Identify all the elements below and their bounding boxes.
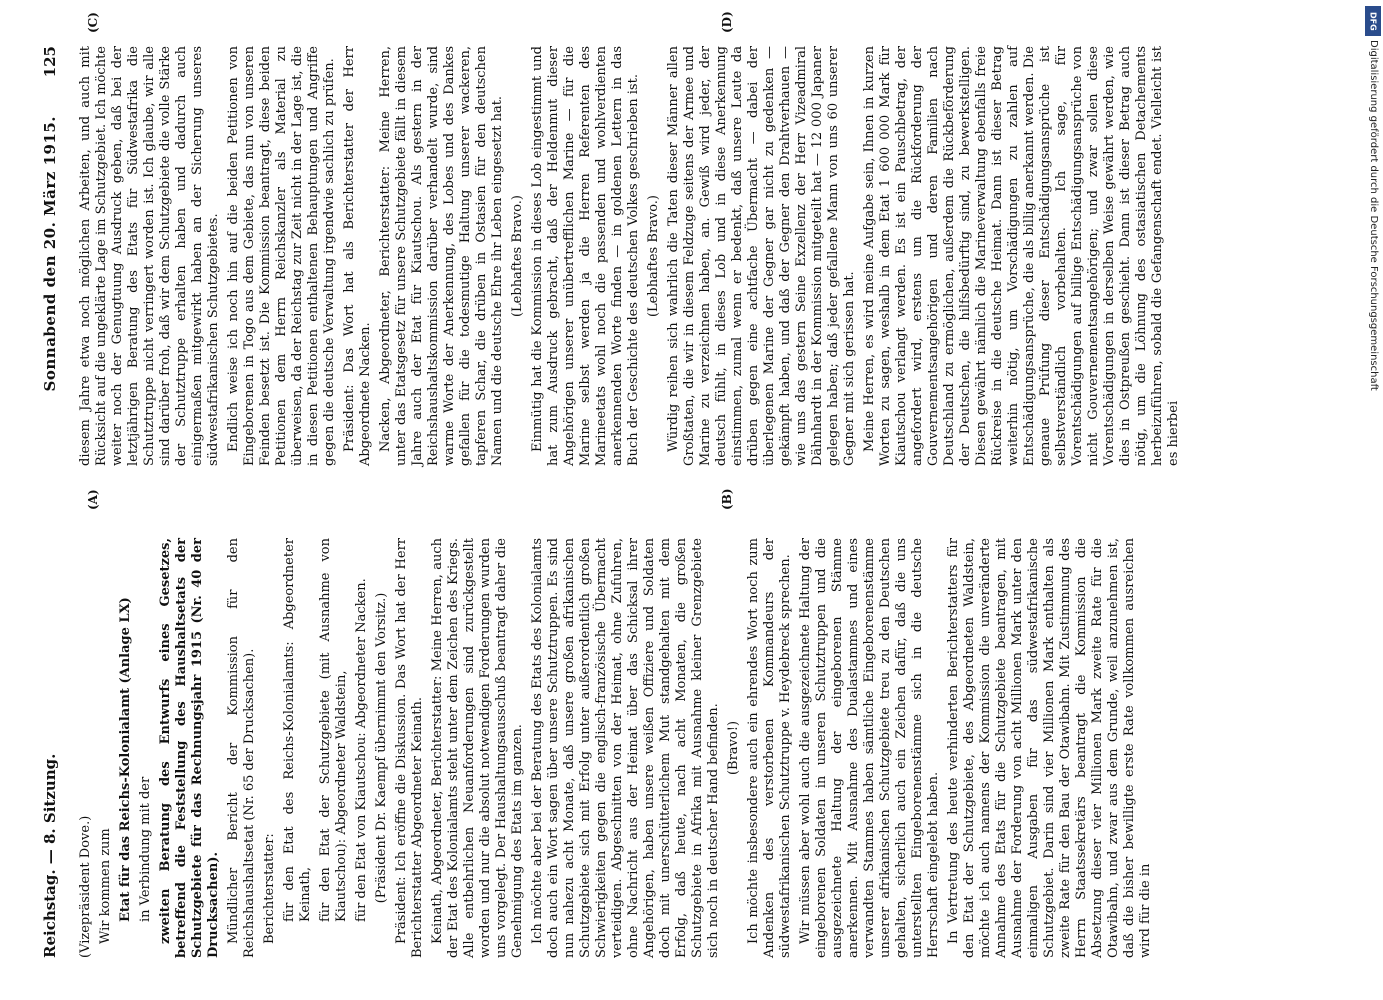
paragraph: Mündlicher Bericht der Kommission für den Reichshaushaltsetat (Nr. 65 der Drucksachen). [226, 538, 257, 958]
right-column [78, 46, 1348, 466]
margin-mark-d: (D) [720, 11, 734, 33]
stage-direction: (Präsident Dr. Kaempf übernimmt den Vorsitz.) [374, 592, 389, 904]
digitization-note: Digitalisierung gefördert durch die Deutsche Forschungsgemeinschaft [1368, 40, 1379, 391]
paragraph: für den Etat der Schutzgebiete (mit Ausnahme von Kiautschou): Abgeordneter Waldstein, [318, 538, 349, 922]
stage-direction: (Bravo!) [726, 720, 741, 776]
scanned-page [30, 11, 1360, 958]
paragraph: in Verbindung mit der [138, 776, 153, 922]
speech-paragraph: Meine Herren, es wird meine Aufgabe sein, Ihnen in kurzen Worten zu sagen, weshalb in dem Etat 1 600 000 Mark für Kiautschou verlangt werden. Es ist ein Pauschbetrag, der angefordert wird, erstens um die Rückforderung der Gouvernementsangehörigen und deren Familien nach Deutschland zu ermöglichen, außerdem die Rückbeförderung der Deutschen, die hilfsbedürftig sind, zu bewerkstelligen. Diesen gewährt nämlich die Marineverwaltung ebenfalls freie Rückreise in die deutsche Heimat. Dann ist dieser Betrag weiterhin nötig, um Vorschädigungen zu zahlen auf Entschädigungsansprüche, die als billig anerkannt werden. Die genaue Prüfung dieser Entschädigungsansprüche ist selbstverständlich vorbehalten. Ich sage, für Vorentschädigungen auf billige Entschädigungsansprüche von nicht Gouvernementsangehörigen; und zwar sollen diese Vorentschädigungen in derselben Weise gewährt werden, wie dies in Ostpreußen geschieht. Dann ist dieser Betrag auch nötig, um die Löhnung des ostasiatischen Detachements herbeizuführen, sobald die Gefangenschaft endet. Vielleicht ist es hierbei [862, 46, 1181, 466]
speech-paragraph: Endlich weise ich noch hin auf die beiden Petitionen von Eingeborenen in Togo aus dem Gebiete, das nun von unseren Feinden besetzt ist. Die Kommission beantragt, diese beiden Petitionen dem Herrn Reichskanzler als Material zu überweisen, da der Reichstag zur Zeit nicht in der Lage ist, die in diesen Petitionen enthaltenen Behauptungen und Angriffe gegen die deutsche Verwaltung irgendwie sachlich zu prüfen. [226, 46, 337, 466]
margin-mark-a: (A) [86, 489, 100, 510]
margin-mark-b: (B) [720, 488, 734, 510]
speech-paragraph: Würdig reihen sich wahrlich die Taten dieser Männer allen Großtaten, die wir in diesem Feldzuge seitens der Armee und Marine zu verzeichnen haben, an. Gewiß wird jeder, der deutsch fühlt, in dieses Lob und in diese Anerkennung einstimmen, zumal wenn er bedenkt, daß unsere Leute da drüben gegen eine achtfache Übermacht — dabei der überlegenen Marine der Gegner gar nicht zu gedenken — gekämpft haben, und daß der Gegner den Drahtverhauen — wie uns das gestern Seine Exzellenz der Herr Vizeadmiral Dähnhardt in der Kommission mitgeteilt hat — 12 000 Japaner gelegen haben; daß jeder gefallene Mann von uns 60 unserer Gegner mit sich gerissen hat. [666, 46, 857, 466]
speech-paragraph: Einmütig hat die Kommission in dieses Lob eingestimmt und hat zum Ausdruck gebracht, daß der Heldenmut dieser Angehörigen unserer unübertrefflichen Marine — für die Marine selbst werden ja die Herren Referenten des Marineetats wohl noch die passenden und wohlverdienten anerkennenden Worte finden — in goldenen Lettern in das Buch der Geschichte des deutschen Volkes geschrieben ist. [530, 46, 641, 466]
speech-paragraph: In Vertretung des heute verhinderten Berichterstatters für den Etat der Schutzgebiete, des Abgeordneten Waldstein, möchte ich auch namens der Kommission die unveränderte Annahme des Etats für die Schutzgebiete beantragen, mit Ausnahme der Forderung von acht Millionen Mark unter den einmaligen Ausgaben für das südwestafrikanische Schutzgebiet. Darin sind vier Millionen Mark enthalten als zweite Rate für den Bau der Otawibahn. Mit Zustimmung des Herrn Staatssekretärs beantragt die Kommission die Absetzung dieser vier Millionen Mark zweite Rate für die Otawibahn, und zwar aus dem Grunde, weil anzunehmen ist, daß die bisher bewilligte erste Rate vollkommen ausreichen wird für die in [946, 538, 1153, 958]
paragraph: Wir kommen zum [98, 828, 113, 944]
left-column [78, 538, 1348, 958]
speech-paragraph: Keinath, Abgeordneter, Berichterstatter: Meine Herren, auch der Etat des Kolonialamts steht unter dem Zeichen des Kriegs. Alle entbehrlichen Neuanforderungen sind zurückgestellt worden und nur die absolut notwendigen Forderungen wurden uns vorgelegt. Der Haushaltungsausschuß beantragt daher die Genehmigung des Etats im ganzen. [430, 538, 525, 958]
agenda-item: zweiten Beratung des Entwurfs eines Gesetzes, betreffend die Feststellung des Haushaltsetats der Schutzgebiete für das Rechnungsjahr 1915 (Nr. 40 der Drucksachen). [158, 538, 221, 958]
speaker-note: (Vizepräsident Dove.) [78, 815, 93, 958]
paragraph: für den Etat des Reichs-Kolonialamts: Abgeordneter Keinath, [282, 538, 313, 922]
speech-paragraph: Präsident: Das Wort hat als Berichterstatter der Herr Abgeordnete Nacken. [342, 46, 373, 466]
speech-paragraph: Präsident: Ich eröffne die Diskussion. Das Wort hat der Herr Berichterstatter Abgeordneter Keinath. [394, 538, 425, 958]
speech-paragraph: Nacken, Abgeordneter, Berichterstatter: Meine Herren, unter das Etatsgesetz für unsere Schutzgebiete fällt in diesem Jahre auch der Etat für Kiautschou. Als gestern in der Reichshaushaltskommission darüber verhandelt wurde, sind warme Worte der Anerkennung, des Lobes und des Dankes gefallen für die todesmutige Haltung unserer wackeren, tapferen Schar, die drüben in Ostasien für den deutschen Namen und die deutsche Ehre ihr Leben eingesetzt hat. [378, 46, 505, 466]
speech-paragraph: Ich möchte aber bei der Beratung des Etats des Kolonialamts doch auch ein Wort sagen über unsere Schutztruppen. Es sind nun nahezu acht Monate, daß unsere großen afrikanischen Schutzgebiete sich mit Erfolg unter außerordentlich großen Schwierigkeiten gegen die englisch-französische Übermacht verteidigen. Abgeschnitten von der Heimat, ohne Zufuhren, ohne Nachricht aus der Heimat über das Schicksal ihrer Angehörigen, haben unsere weißen Offiziere und Soldaten doch mit unerschütterlichem Mut standgehalten mit dem Erfolg, daß heute, nach acht Monaten, die großen Schutzgebiete in Afrika mit Ausnahme kleiner Grenzgebiete sich noch in deutscher Hand befinden. [530, 538, 721, 958]
speech-paragraph: Wir müssen aber wohl auch die ausgezeichnete Haltung der eingeborenen Soldaten in unseren Schutztruppen und die ausgezeichnete Haltung der eingeborenen Stämme anerkennen. Mit Ausnahme des Dualastammes und eines verwandten Stammes haben sämtliche Eingeborenenstämme unserer afrikanischen Schutzgebiete treu zu den Deutschen gehalten, sicherlich auch ein Zeichen dafür, daß die uns unterstellten Eingeborenenstämme sich in die deutsche Herrschaft eingelebt haben. [798, 538, 941, 958]
stage-direction: (Lebhaftes Bravo.) [510, 194, 525, 318]
agenda-item: Etat für das Reichs-Kolonialamt (Anlage LX) [118, 597, 133, 922]
stage-direction: (Lebhaftes Bravo.) [646, 194, 661, 318]
speech-paragraph: Ich möchte insbesondere auch ein ehrendes Wort noch zum Andenken des verstorbenen Kommandeurs der südwestafrikanischen Schutztruppe v. Heydebreck sprechen. [746, 538, 793, 958]
paragraph: Berichterstatter: [262, 833, 277, 944]
header-title: Reichstag. — 8. Sitzung. [41, 753, 59, 958]
paragraph: für den Etat von Kiautschou: Abgeordneter Nacken. [354, 578, 369, 922]
speech-paragraph: diesem Jahre etwa noch möglichen Arbeiten, und auch mit Rücksicht auf die ungeklärte Lage im Schutzgebiet. Ich möchte weiter noch der Genugtuung Ausdruck geben, daß bei der letztjährigen Beratung des Etats für Südwestafrika die Schutztruppe nicht verringert worden ist. Ich glaube, wir alle sind darüber froh, daß wir dem Schutzgebiete die volle Stärke der Schutztruppe erhalten haben und dadurch auch einigermaßen mitgewirkt haben an der Sicherung unseres südwestafrikanischen Schutzgebietes. [78, 46, 221, 466]
margin-mark-c: (C) [86, 12, 100, 33]
page-header [30, 46, 70, 958]
header-date: Sonnabend den 20. März 1915. [41, 116, 59, 392]
page-number: 125 [41, 46, 59, 78]
dfg-logo: DFG [1365, 6, 1381, 36]
